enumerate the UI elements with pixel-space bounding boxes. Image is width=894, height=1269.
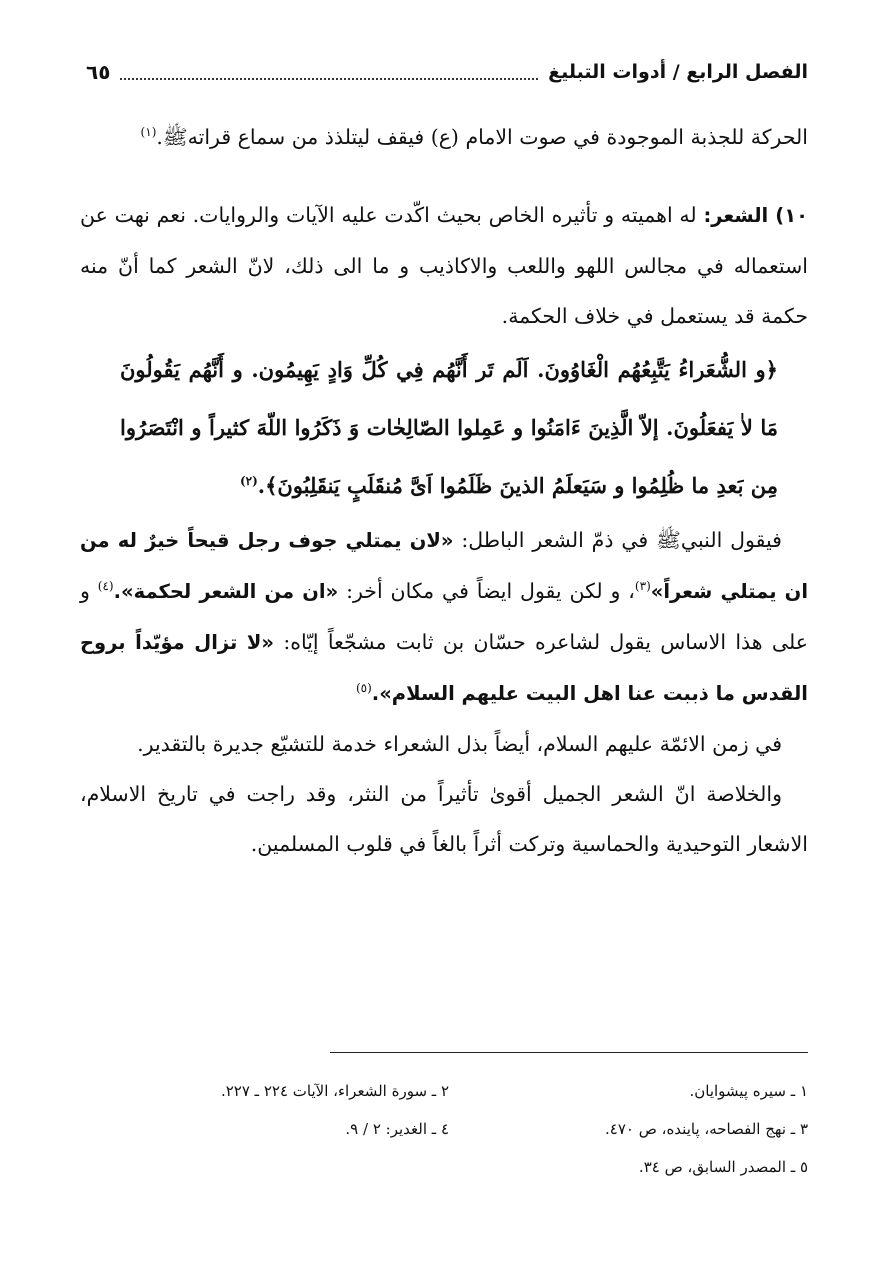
paragraph-imams	[80, 719, 808, 769]
footnote-2: ٢ ـ سورة الشعراء، الآيات ٢٢٤ ـ ٢٢٧.	[220, 1082, 449, 1100]
section-heading-poetry: ١٠) الشعر:	[703, 204, 808, 227]
footnote-row	[90, 1110, 808, 1148]
footnote-ref-5: (٥)	[355, 681, 372, 696]
page-number: ٦٥	[86, 60, 111, 84]
paragraph-conclusion	[80, 769, 808, 869]
footnote-5: ٥ ـ المصدر السابق، ص ٣٤.	[638, 1158, 808, 1176]
hadith-intro: فيقول النبيﷺ في ذمّ الشعر الباطل:	[453, 528, 782, 552]
paragraph-poetry-text: له اهميته و تأثيره الخاص بحيث اكّدت عليه الآيات والروايات. نعم نهت عن استعماله في مجالس اللهو واللعب والاكاذيب و ما الى ذلك، لانّ الشعر كما أنّ منه حكمة قد يستعمل في خلاف الحكمة.	[80, 203, 808, 328]
footnotes	[90, 1072, 808, 1186]
page-body	[80, 112, 808, 869]
chapter-title: الفصل الرابع / أدوات التبليغ	[548, 61, 808, 83]
footnote-ref-3: (٣)	[634, 579, 651, 594]
footnote-1: ١ ـ سيره پيشوايان.	[689, 1082, 808, 1100]
paragraph-hadith	[80, 515, 808, 719]
footnote-row	[90, 1072, 808, 1110]
footnote-ref-1: (١)	[140, 125, 157, 140]
hadith-quote-2: «ان من الشعر لحكمة».	[113, 580, 339, 603]
hadith-connector-1: ، و لكن يقول ايضاً في مكان أخر:	[338, 579, 635, 603]
footnote-ref-2: (٢)	[239, 474, 258, 488]
paragraph-imams-text: في زمن الائمّة عليهم السلام، أيضاً بذل الشعراء خدمة للتشيّع جديرة بالتقدير.	[137, 732, 782, 756]
hadith-quote-1: «لان يمتلي جوف رجل قيحاً خيرٌ له من ان يمتلي شعراً»	[80, 529, 809, 603]
paragraph-1-text: الحركة للجذبة الموجودة في صوت الامام (ع) فيقف ليتلذذ من سماع قراتهﷺ.	[156, 125, 808, 149]
footnote-3: ٣ ـ نهج الفصاحه، پاينده، ص ٤٧٠.	[604, 1120, 808, 1138]
paragraph-poetry	[80, 190, 808, 341]
header-dot-leader	[120, 64, 538, 80]
hadith-connector-2: و على هذا الاساس يقول لشاعره حسّان بن ثابت مشجّعاً إيّاه:	[80, 579, 808, 654]
footnote-divider	[330, 1052, 808, 1053]
hadith-quote-3: «لا تزال مؤيّداً بروح القدس ما ذببت عنا اهل البيت عليهم السلام».	[80, 631, 808, 705]
quran-verse	[80, 341, 808, 515]
paragraph-1	[80, 112, 808, 162]
paragraph-conclusion-text: والخلاصة انّ الشعر الجميل أقوىٰ تأثيراً من النثر، وقد راجت في تاريخ الاسلام، الاشعار التوحيدية والحماسية وتركت أثراً بالغاً في قلوب المسلمين.	[80, 782, 808, 856]
quran-verse-text: ﴿و الشُّعَراءُ يَتَّبِعُهُم الْغَاوُونَ. اَلَم تَر أَنَّهُم فِي كُلِّ وَادٍ يَهِيمُون. و أَنَّهُم يَقُولُونَ مَا لاٰ يَفعَلُونَ. إلاّ الَّذِينَ ءَامَنُوا و عَمِلوا الصّالِحٰات وَ ذَكَرُوا اللّهَ كثيراً و انْتَصَرُوا مِن بَعدِ ما ظُلِمُوا و سَيَعلَمُ الذينَ ظَلَمُوا اَىَّ مُنقَلَبٍ يَنقَلِبُونَ﴾.	[120, 357, 778, 498]
page-header	[86, 52, 808, 92]
footnote-ref-4: (٤)	[97, 579, 114, 594]
footnote-row	[90, 1148, 808, 1186]
footnote-4: ٤ ـ الغدير: ٢ / ٩.	[345, 1120, 449, 1138]
